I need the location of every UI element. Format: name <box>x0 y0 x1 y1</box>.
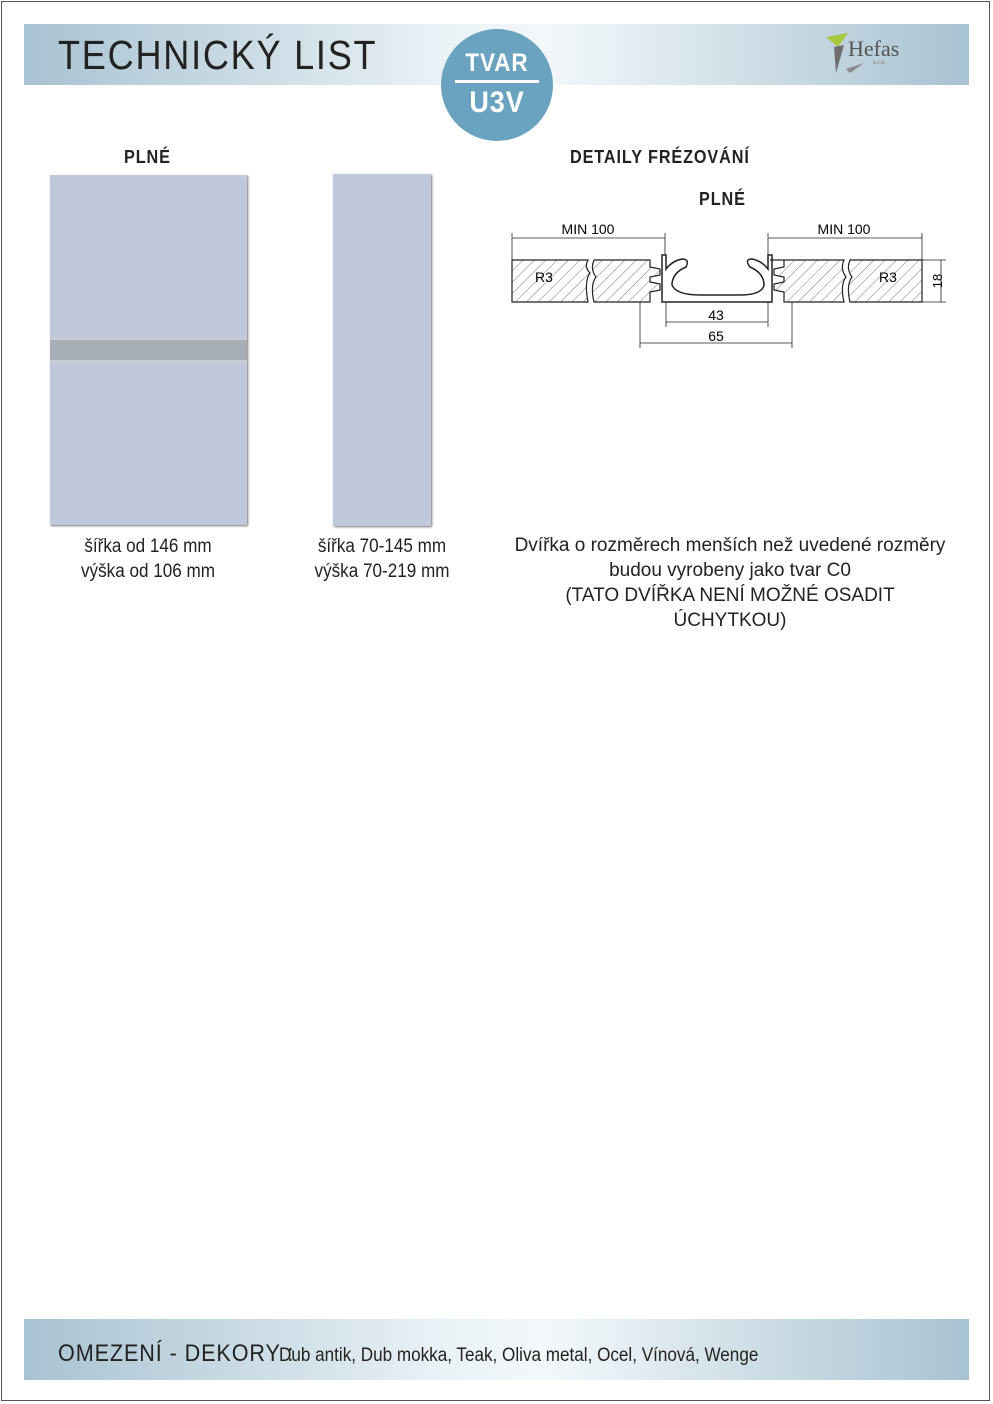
note-line-1: Dvířka o rozměrech menších než uvedené rozměry <box>514 535 946 556</box>
dim-inner: 43 <box>708 307 724 323</box>
page-title: TECHNICKÝ LIST <box>58 32 378 78</box>
footer-label: OMEZENÍ - DEKORY : <box>58 1340 295 1367</box>
badge-label: TVAR <box>465 49 529 77</box>
dim-thickness: 18 <box>930 273 945 289</box>
note-line-3: (TATO DVÍŘKA NENÍ MOŽNÉ OSADIT ÚCHYTKOU) <box>565 585 895 631</box>
note-line-2: budou vyrobeny jako tvar C0 <box>609 560 851 581</box>
shape-badge <box>441 29 553 141</box>
milling-profile-drawing <box>500 215 960 355</box>
logo-text: Hefas <box>848 36 900 61</box>
detail-heading: DETAILY FRÉZOVÁNÍ <box>570 147 750 167</box>
panel-narrow-width: šířka 70-145 mm <box>317 536 447 557</box>
door-panel-large <box>50 175 247 525</box>
panel-large-height: výška od 106 mm <box>80 561 216 582</box>
right-board-section <box>770 260 922 302</box>
dim-outer: 65 <box>708 328 724 344</box>
panel-narrow-caption <box>292 534 472 584</box>
logo-subtext: s.r.o. <box>873 60 887 66</box>
handle-groove <box>50 338 247 362</box>
footer-decor-list: Dub antik, Dub mokka, Teak, Oliva metal, Ocel, Vínová, Wenge <box>279 1345 759 1366</box>
panels-heading: PLNÉ <box>124 147 171 167</box>
radius-right: R3 <box>879 269 897 285</box>
door-panel-narrow <box>333 174 431 526</box>
panel-narrow-height: výška 70-219 mm <box>314 561 450 582</box>
panel-large-caption <box>58 534 238 584</box>
detail-subheading: PLNÉ <box>699 189 746 209</box>
radius-left: R3 <box>535 269 553 285</box>
dim-min-left: MIN 100 <box>561 221 615 237</box>
dim-min-right: MIN 100 <box>817 221 871 237</box>
badge-divider <box>455 80 539 83</box>
badge-code: U3V <box>469 86 525 119</box>
panel-large-width: šířka od 146 mm <box>84 536 212 557</box>
handle-profile <box>662 255 772 302</box>
size-note <box>510 533 950 633</box>
